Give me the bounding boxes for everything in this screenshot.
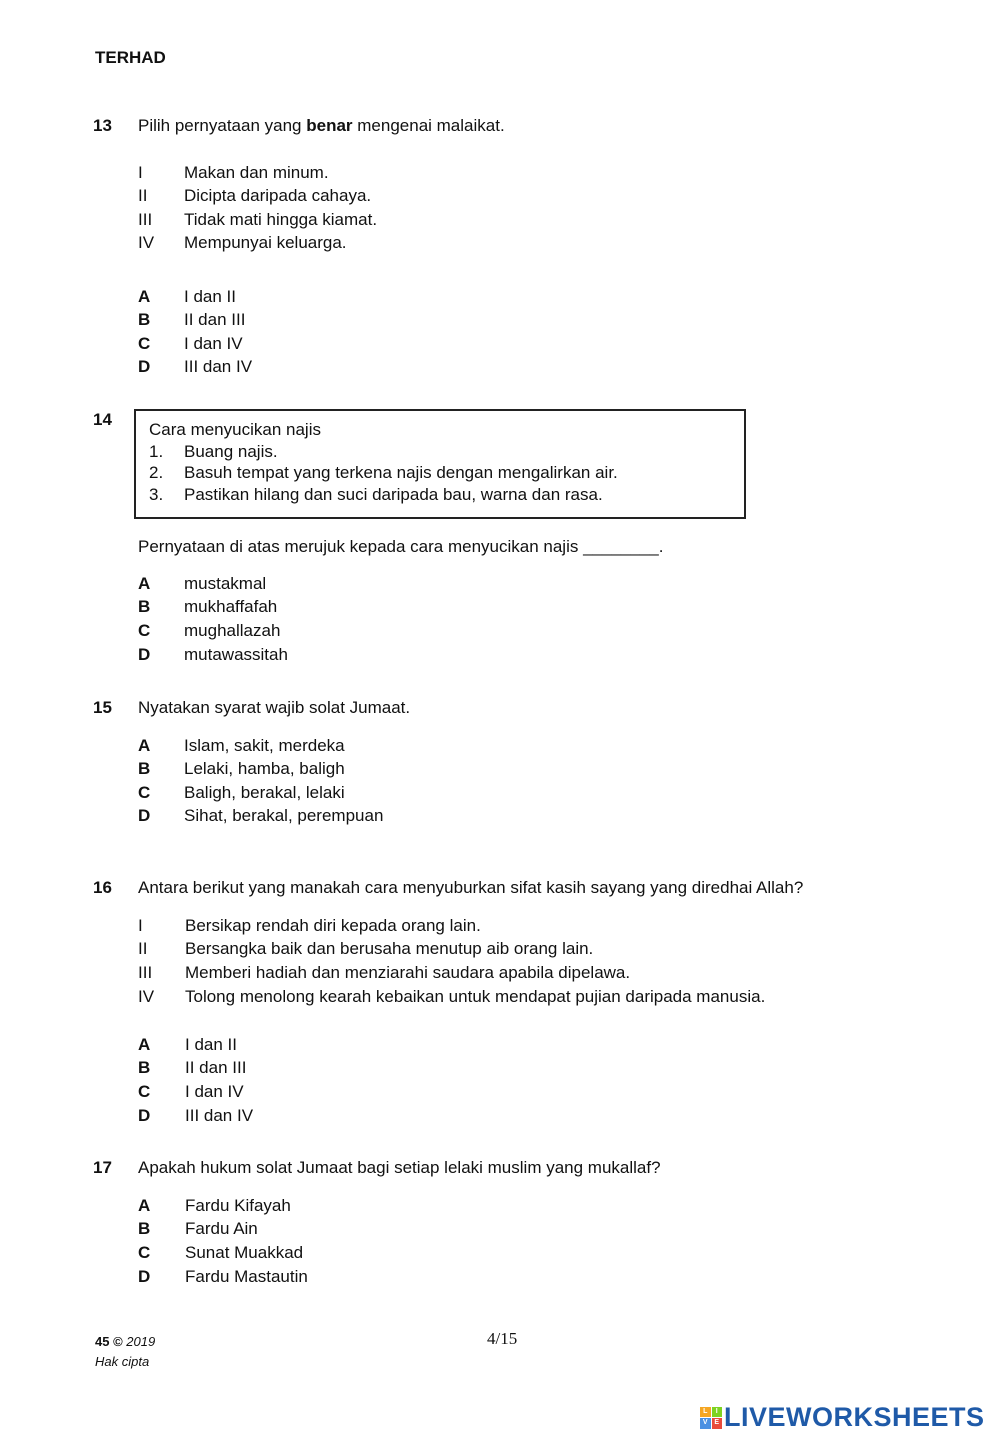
option-letter[interactable]: D	[138, 1267, 151, 1286]
option-letter[interactable]: B	[138, 759, 151, 778]
option-letter[interactable]: B	[138, 1058, 151, 1077]
statement-numeral: I	[138, 163, 143, 182]
procedure-step: 1. Buang najis.	[149, 441, 278, 461]
option-letter[interactable]: C	[138, 621, 151, 640]
question-number: 16	[93, 878, 112, 897]
option-text[interactable]: Baligh, berakal, lelaki	[184, 783, 345, 802]
option-text[interactable]: Fardu Mastautin	[185, 1267, 308, 1286]
option-letter[interactable]: A	[138, 736, 151, 755]
option-letter[interactable]: C	[138, 783, 151, 802]
option-text[interactable]: I dan IV	[185, 1082, 244, 1101]
option-text[interactable]: mughallazah	[184, 621, 281, 640]
option-text[interactable]: I dan II	[185, 1035, 237, 1054]
statement-text: Bersikap rendah diri kepada orang lain.	[185, 916, 481, 935]
question-text: Nyatakan syarat wajib solat Jumaat.	[138, 698, 411, 717]
option-text[interactable]: I dan II	[184, 287, 236, 306]
statement-numeral: IV	[138, 233, 155, 252]
logo-icon: L I V E	[700, 1407, 722, 1429]
statement-text: Dicipta daripada cahaya.	[184, 186, 372, 205]
question-number: 14	[93, 410, 112, 429]
statement-text: Tidak mati hingga kiamat.	[184, 210, 378, 229]
option-letter[interactable]: D	[138, 1106, 151, 1125]
option-letter[interactable]: B	[138, 310, 151, 329]
footer-copyright	[95, 1332, 155, 1372]
question-text: Pernyataan di atas merujuk kepada cara menyucikan najis ________.	[138, 537, 664, 556]
statement-text: Tolong menolong kearah kebaikan untuk mendapat pujian daripada manusia.	[185, 987, 766, 1006]
question-number: 15	[93, 698, 112, 717]
option-letter[interactable]: C	[138, 1082, 151, 1101]
question-number: 13	[93, 116, 112, 135]
option-text[interactable]: II dan III	[184, 310, 246, 329]
option-text[interactable]: mukhaffafah	[184, 597, 278, 616]
option-letter[interactable]: D	[138, 806, 151, 825]
liveworksheets-logo[interactable]	[700, 1402, 985, 1433]
option-letter[interactable]: D	[138, 645, 151, 664]
statement-text: Memberi hadiah dan menziarahi saudara apabila dipelawa.	[185, 963, 631, 982]
option-letter[interactable]: A	[138, 1035, 151, 1054]
procedure-step: 3. Pastikan hilang dan suci daripada bau, warna dan rasa.	[149, 484, 603, 504]
question-number: 17	[93, 1158, 112, 1177]
statement-text: Mempunyai keluarga.	[184, 233, 347, 252]
statement-numeral: III	[138, 210, 153, 229]
procedure-box	[134, 409, 746, 519]
statement-numeral: I	[138, 916, 143, 935]
procedure-title: Cara menyucikan najis	[149, 420, 321, 439]
brand-name: LIVEWORKSHEETS	[724, 1402, 985, 1432]
statement-numeral: IV	[138, 987, 155, 1006]
option-text[interactable]: Fardu Ain	[185, 1219, 258, 1238]
statement-text: Makan dan minum.	[184, 163, 329, 182]
option-text[interactable]: mutawassitah	[184, 645, 288, 664]
option-letter[interactable]: D	[138, 357, 151, 376]
option-letter[interactable]: B	[138, 1219, 151, 1238]
paper-year: 2019	[126, 1334, 156, 1349]
statement-text: Bersangka baik dan berusaha menutup aib orang lain.	[185, 939, 594, 958]
option-text[interactable]: Lelaki, hamba, baligh	[184, 759, 345, 778]
option-text[interactable]: Sihat, berakal, perempuan	[184, 806, 384, 825]
statement-numeral: III	[138, 963, 153, 982]
paper-code: 45 ©	[95, 1334, 123, 1349]
statement-numeral: II	[138, 186, 148, 205]
copyright-text: Hak cipta	[95, 1354, 150, 1369]
option-letter[interactable]: A	[138, 1196, 151, 1215]
option-letter[interactable]: C	[138, 334, 151, 353]
procedure-content	[149, 419, 618, 505]
option-text[interactable]: Islam, sakit, merdeka	[184, 736, 345, 755]
option-letter[interactable]: C	[138, 1243, 151, 1262]
option-text[interactable]: I dan IV	[184, 334, 243, 353]
option-text[interactable]: Sunat Muakkad	[185, 1243, 304, 1262]
option-letter[interactable]: B	[138, 597, 151, 616]
option-letter[interactable]: A	[138, 574, 151, 593]
option-text[interactable]: II dan III	[185, 1058, 247, 1077]
option-letter[interactable]: A	[138, 287, 151, 306]
procedure-step: 2. Basuh tempat yang terkena najis dengan mengalirkan air.	[149, 463, 618, 482]
restricted-label: TERHAD	[95, 48, 166, 67]
question-text: Apakah hukum solat Jumaat bagi setiap lelaki muslim yang mukallaf?	[138, 1158, 661, 1177]
option-text[interactable]: III dan IV	[184, 357, 253, 376]
option-text[interactable]: III dan IV	[185, 1106, 254, 1125]
statement-numeral: II	[138, 939, 148, 958]
question-text: Pilih pernyataan yang benar mengenai malaikat.	[138, 116, 505, 135]
option-text[interactable]: mustakmal	[184, 574, 267, 593]
option-text[interactable]: Fardu Kifayah	[185, 1196, 291, 1215]
question-text: Antara berikut yang manakah cara menyuburkan sifat kasih sayang yang diredhai Allah?	[138, 878, 804, 897]
page-number: 4/15	[487, 1329, 518, 1348]
emphasis-word: benar	[306, 116, 353, 135]
